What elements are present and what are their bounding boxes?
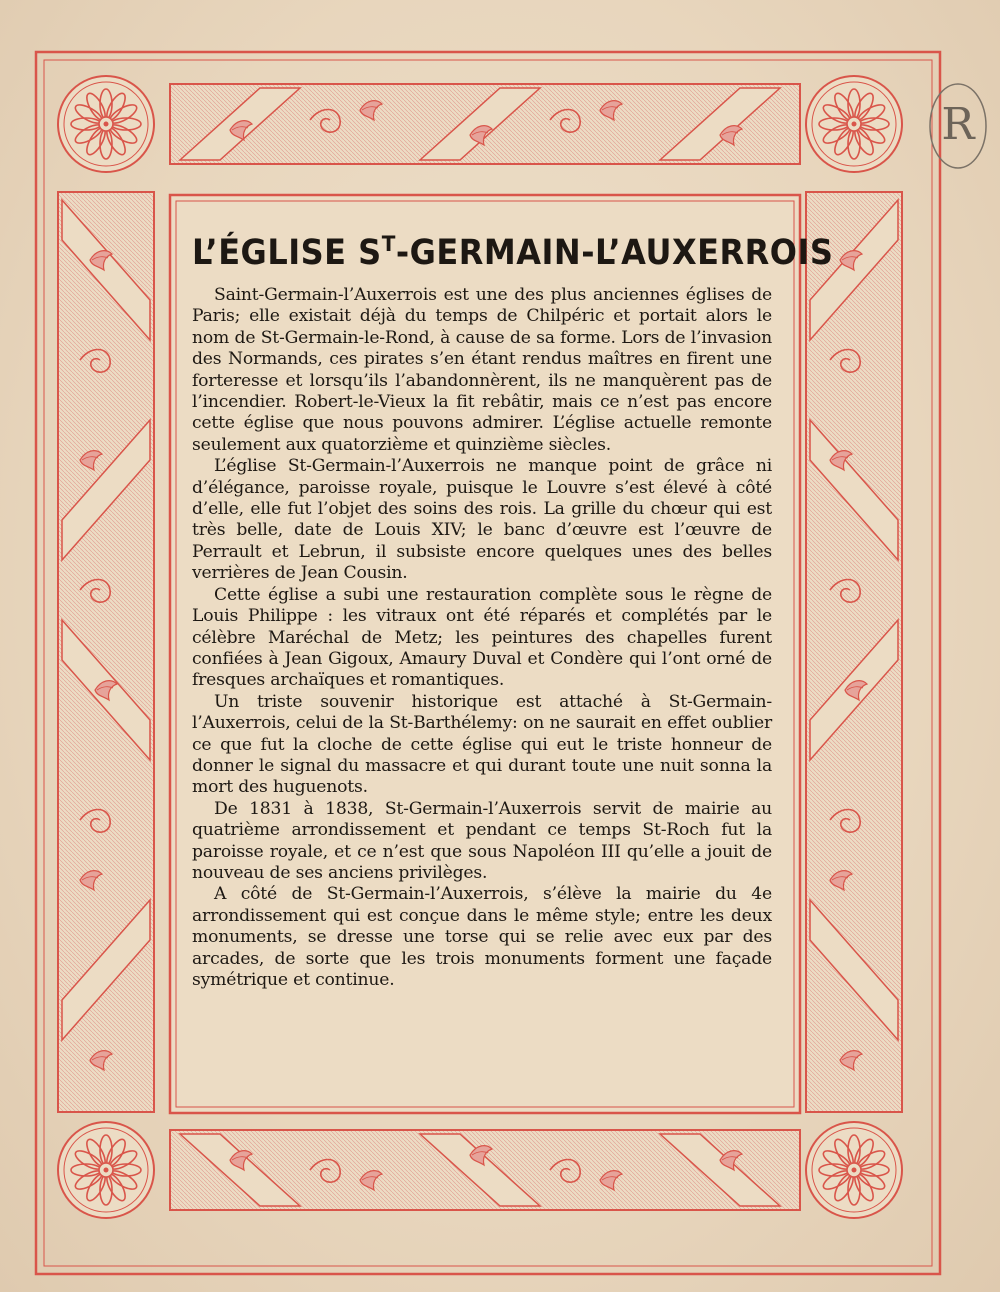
paragraph-3: Cette église a subi une restauration complète sous le règne de Louis Philippe : les vitraux ont été réparés et complétés par le célèbre Maréchal de Metz; les peintures des chapelles furent confiées à Jean Gigoux, Amaury Duval et Condère qui l’ont orné de fresques archaïques et romantiques. <box>192 584 772 691</box>
paragraph-6: A côté de St-Germain-l’Auxerrois, s’élève la mairie du 4e arrondissement qui est conçue dans le même style; entre les deux monuments, se dresse une torse qui se relie avec eux par des arcades, de sorte que les trois monuments forment une façade symétrique et continue. <box>192 884 772 990</box>
rosette-bottom-left <box>58 1122 154 1218</box>
rosette-top-right <box>806 76 902 172</box>
paragraph-5: De 1831 à 1838, St-Germain-l’Auxerrois servit de mairie au quatrième arrondissement et pendant ce temps St-Roch fut la paroisse royale, et ce n’est que sous Napoléon III qu’elle a jouit de nouveau de ses anciens privilèges. <box>192 798 772 883</box>
title-part-2: -GERMAIN-L’AUXERROIS <box>395 231 834 273</box>
page-title <box>192 230 834 273</box>
bottom-band <box>170 1130 800 1210</box>
paragraph-1: Saint-Germain-l’Auxerrois est une des plus anciennes églises de Paris; elle existait déjà du temps de Chilpéric et portait alors le nom de St-Germain-le-Rond, à cause de sa forme. Lors de l’invasion des Normands, ces pirates s’en étant rendus maîtres en firent une forteresse et lorsqu’ils l’abandonnèrent, ils ne manquèrent pas de l’incendier. Robert-le-Vieux la fit rebâtir, mais ce n’est pas encore cette église que nous pouvons admirer. L’église actuelle remonte seulement aux quatorzième et quinzième siècles. <box>192 285 772 455</box>
right-band <box>806 192 902 1112</box>
paragraph-4: Un triste souvenir historique est attaché à St-Germain-l’Auxerrois, celui de la St-Barthélemy: on ne saurait en effet oublier ce que fut la cloche de cette église qui eut le triste honneur de donner le signal du massacre et qui durant toute une nuit sonna la mort des huguenots. <box>192 691 772 798</box>
top-band <box>170 84 800 164</box>
rosette-top-left <box>58 76 154 172</box>
left-band <box>58 192 154 1112</box>
article <box>192 230 834 991</box>
rosette-bottom-right <box>806 1122 902 1218</box>
margin-mark: R <box>941 98 975 150</box>
title-part-1: L’ÉGLISE S <box>192 231 382 273</box>
title-superscript: T <box>381 230 396 257</box>
paragraph-2: L’église St-Germain-l’Auxerrois ne manque point de grâce ni d’élégance, paroisse royale, puisque le Louvre s’est élevé à côté d’elle, elle fut l’objet des soins des rois. La grille du chœur qui est très belle, date de Louis XIV; le banc d’œuvre est l’œuvre de Perrault et Lebrun, il subsiste encore quelques unes des belles verrières de Jean Cousin. <box>192 456 772 584</box>
